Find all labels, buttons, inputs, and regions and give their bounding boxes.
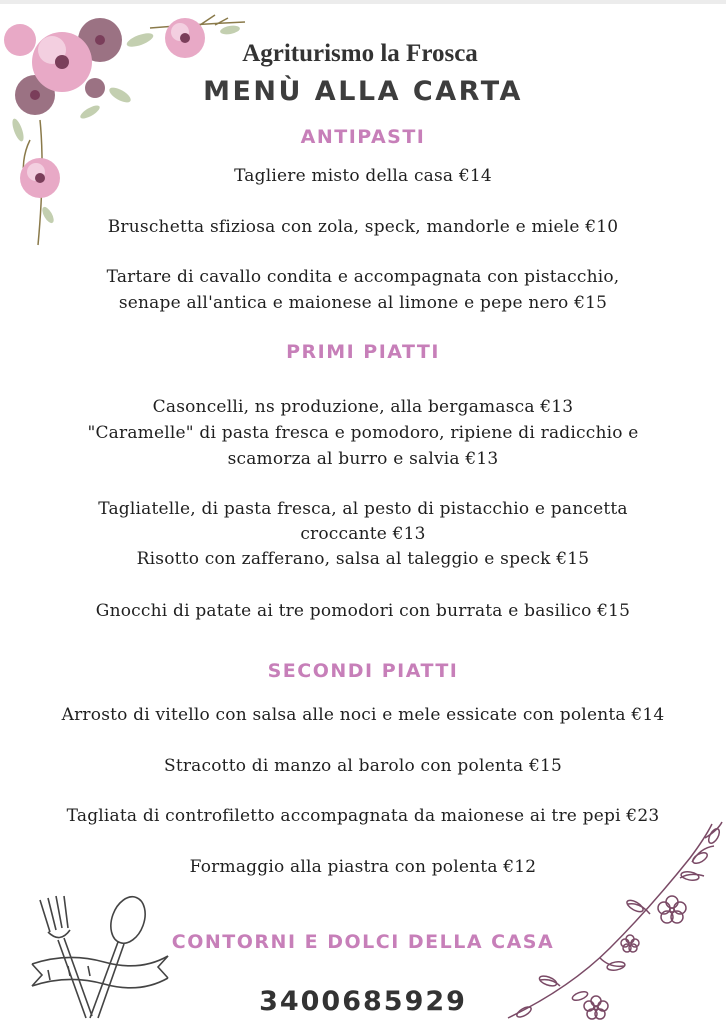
menu-item: Risotto con zafferano, salsa al taleggio e speck €15: [136, 549, 590, 569]
menu-item: Tagliere misto della casa €14: [234, 166, 492, 186]
menu-item: Bruschetta sfiziosa con zola, speck, mandorle e miele €10: [107, 217, 619, 237]
menu-item: senape all'antica e maionese al limone e pepe nero €15: [118, 293, 608, 313]
menu-item: Stracotto di manzo al barolo con polenta €15: [163, 756, 563, 776]
section-title-contorni: CONTORNI E DOLCI DELLA CASA: [171, 931, 555, 953]
menu-item: "Caramelle" di pasta fresca e pomodoro, ripiene di radicchio e: [87, 423, 639, 443]
restaurant-name: Agriturismo la Frosca: [242, 40, 478, 67]
menu-item: Tagliatelle, di pasta fresca, al pesto di pistacchio e pancetta: [98, 499, 628, 519]
floral-corner-decoration: [0, 0, 250, 250]
menu-item: scamorza al burro e salvia €13: [227, 449, 499, 469]
menu-title: MENÙ ALLA CARTA: [203, 76, 523, 107]
menu-item: croccante €13: [300, 524, 426, 544]
menu-item: Gnocchi di patate ai tre pomodori con burrata e basilico €15: [95, 601, 631, 621]
menu-item: Arrosto di vitello con salsa alle noci e mele essicate con polenta €14: [61, 705, 665, 725]
floral-line-decoration: [500, 818, 726, 1024]
menu-item: Casoncelli, ns produzione, alla bergamasca €13: [152, 397, 574, 417]
section-title-primi: PRIMI PIATTI: [286, 341, 440, 363]
menu-item: Formaggio alla piastra con polenta €12: [189, 857, 537, 877]
menu-item: Tartare di cavallo condita e accompagnata con pistacchio,: [106, 267, 620, 287]
section-title-antipasti: ANTIPASTI: [300, 126, 426, 148]
menu-item: Tagliata di controfiletto accompagnata da maionese ai tre pepi €23: [66, 806, 660, 826]
fork-spoon-ribbon-illustration: [28, 890, 178, 1024]
phone-number: 3400685929: [259, 986, 467, 1017]
section-title-secondi: SECONDI PIATTI: [267, 660, 459, 682]
